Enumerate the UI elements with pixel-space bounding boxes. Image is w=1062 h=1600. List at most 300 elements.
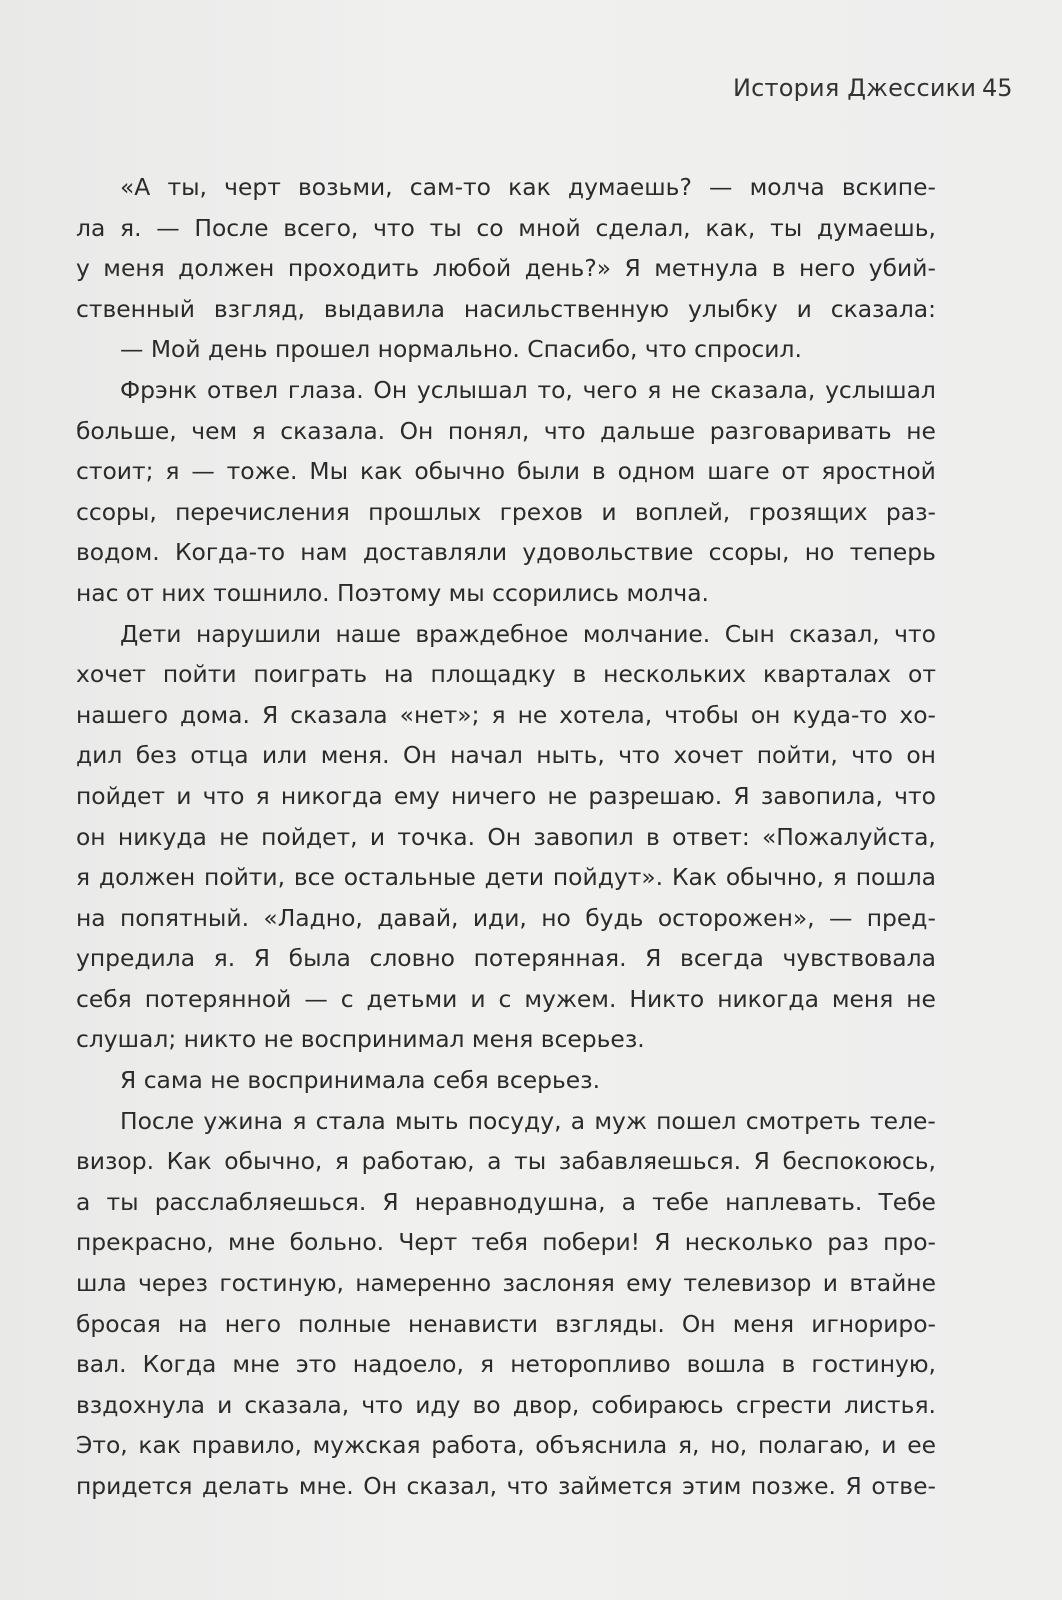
word: Я [624,254,641,283]
word: не [906,416,936,445]
word: он [906,741,936,770]
word: я [292,1106,307,1135]
word: думаешь, [816,213,936,242]
text-line [76,1385,936,1426]
text-line [76,1182,936,1223]
word: но [541,903,571,932]
word: думаешь? [567,173,692,201]
word: раз [827,1228,869,1257]
word: что [506,1472,549,1500]
word: в [645,822,660,851]
word: позже. [750,1472,836,1500]
word: ты, [167,173,207,201]
word: вал. [76,1350,127,1379]
word: я [491,700,506,729]
word: черт [224,173,281,201]
word: я [251,416,266,445]
word: молчание. [582,619,711,648]
word: дил [76,741,123,770]
word: сгрести [735,1390,832,1419]
word: что [361,1390,404,1419]
word: придется [76,1472,193,1500]
word: про- [883,1228,936,1257]
word: что [618,741,660,770]
word: воплей, [634,497,731,526]
word: в [771,254,786,283]
word: После [120,1106,195,1135]
word: пошла [855,863,936,892]
word: а [76,1187,91,1216]
text-line [76,370,936,411]
word: беспокоюсь, [782,1147,936,1176]
word: были [516,457,580,486]
word: начал [450,741,523,770]
word: — [304,984,328,1013]
word: что [894,781,936,810]
word: Тебе [878,1187,936,1216]
word: ему [393,781,440,810]
word: или [261,741,308,770]
word: насильственную [463,294,670,323]
word: делать [202,1472,290,1500]
word: двор, [512,1390,580,1419]
word: пойдут». [552,863,664,892]
word: со [476,213,504,242]
word: гостиную, [811,1350,936,1379]
word: я [255,781,270,810]
word: игнориро- [811,1309,936,1338]
text-line [76,898,936,939]
text-line [76,1304,936,1345]
word: все [293,863,335,892]
word: тебя [471,1228,528,1257]
text-line [76,695,936,736]
text-line [76,654,936,695]
word: нарушили [195,619,322,648]
word: выдавила [323,294,445,323]
word: взгляды. [555,1309,665,1338]
word: а [487,1147,502,1176]
word: пойдет, [261,822,358,851]
word: Я [733,781,750,810]
word: наше [335,619,401,648]
text-line [76,938,936,979]
word: у [76,254,90,283]
word: После [194,213,269,242]
word: иду [415,1390,461,1419]
word: глаза. [287,375,364,404]
word: расслабляешься. [154,1187,367,1216]
word: кварталах [762,660,892,689]
word: работа, [431,1431,525,1460]
word: Никто [629,984,705,1013]
word: сказал, [789,619,880,648]
word: нескольких [603,660,747,689]
word: ссоры, [76,497,157,526]
word: Как [166,1147,212,1176]
word: что [202,781,245,810]
word: любой [432,254,512,283]
text-line [76,1101,936,1142]
word: удовольствие [522,538,694,567]
word: водом. [76,538,160,567]
word: возьми, [298,173,393,201]
word: одном [617,457,696,486]
word: Я [382,1187,399,1216]
word: в [572,660,587,689]
text-line-content: — Мой день прошел нормально. Спасибо, что спросил. [120,335,802,364]
word: ему [626,1269,673,1298]
word: всегда [680,944,764,973]
word: Я [753,1147,770,1176]
word: работаю, [361,1147,475,1176]
word: доставляли [362,538,508,567]
word: дальше [600,416,696,445]
running-title: История Джессики [733,74,977,102]
text-line [76,1466,936,1507]
word: чем [191,416,238,445]
word: и [881,1431,897,1460]
word: меня. [320,741,390,770]
word: тоже. [226,457,298,486]
word: «Ладно, [263,903,363,932]
word: меня [103,254,165,283]
word: смотреть [745,1106,861,1135]
text-line [76,1222,936,1263]
word: ненависти [408,1309,539,1338]
word: Как [671,863,718,892]
word: дома. [180,700,250,729]
word: собираюсь [591,1390,724,1419]
word: и [601,497,617,526]
word: дети [484,863,545,892]
word: всего, [283,213,359,242]
word: стоит; [76,457,154,486]
word: перечисления [175,497,350,526]
word: Он [681,1309,716,1338]
word: втайне [849,1269,936,1298]
word: хочет [673,741,744,770]
word: я [76,863,91,892]
word: сам-то [409,173,491,201]
word: как [508,173,551,201]
word: сделал, [595,213,691,242]
word: сказала, [244,1390,350,1419]
word: гостиную, [219,1269,344,1298]
word: и [217,1390,233,1419]
word: остальные [343,863,476,892]
word: раз- [885,497,936,526]
word: Фрэнк [120,375,198,404]
word: ственный [76,294,195,323]
word: него [799,254,856,283]
text-line [76,532,936,573]
word: листья. [844,1390,936,1419]
word: метнула [654,254,759,283]
word: услышал [825,375,936,404]
word: Он [487,822,522,851]
text-line [76,1344,936,1385]
word: обычно, [725,863,824,892]
word: потерянная. [473,944,627,973]
word: неравнодушна, [414,1187,606,1216]
word: отвел [207,375,279,404]
word: обычно, [224,1147,323,1176]
word: наплевать. [725,1187,863,1216]
word: ты [106,1187,139,1216]
word: вскипе- [841,173,936,201]
word: должен [178,254,275,283]
word: Это, [76,1431,128,1460]
word: сказала [290,700,388,729]
word: площадку [430,660,556,689]
word: Когда [142,1350,217,1379]
text-line [76,167,936,208]
word: сказала. [280,416,386,445]
word: тебе [652,1187,709,1216]
word: но, [710,1431,748,1460]
word: Я [645,944,662,973]
word: мне [227,1228,276,1257]
word: — [829,903,853,932]
word: ты [770,213,803,242]
word: больно. [289,1228,385,1257]
word: Когда-то [174,538,286,567]
text-line [76,451,936,492]
word: услышал [416,375,528,404]
word: отве- [871,1472,936,1500]
word: с [340,984,354,1013]
word: больше, [76,416,177,445]
word: завопила, [760,781,883,810]
word: мне. [298,1472,354,1500]
word: молча [749,173,825,201]
word: без [135,741,177,770]
word: от [781,457,810,486]
word: с [498,984,512,1013]
word: что [851,741,893,770]
word: Он [363,1472,397,1500]
word: теле- [870,1106,936,1135]
word: Я [261,700,279,729]
word: хочет [76,660,146,689]
word: хо- [899,700,936,729]
word: завопил [533,822,634,851]
text-line [76,329,936,370]
word: и [369,822,386,851]
word: давай, [377,903,459,932]
word: осторожен», [657,903,815,932]
word: полные [298,1309,391,1338]
word: несколько [684,1228,813,1257]
word: муж [594,1106,647,1135]
word: разрешаю. [588,781,723,810]
text-line [76,1425,936,1466]
word: что [543,416,586,445]
text-line [76,573,936,614]
word: я [334,1147,349,1176]
word: что [373,213,415,242]
word: ответ: [672,822,750,851]
word: как, [705,213,756,242]
word: поиграть [253,660,368,689]
word: телевизор [683,1269,812,1298]
word: меня [831,984,894,1013]
word: посуду, [467,1106,562,1135]
word: Я [253,944,271,973]
word: я [647,375,662,404]
text-line [76,979,936,1020]
word: отца [190,741,249,770]
word: иди, [472,903,527,932]
word: будь [585,903,644,932]
word: вошла [686,1350,766,1379]
word: грехов [499,497,584,526]
word: хотела, [559,700,653,729]
word: Он [402,741,437,770]
word: себя [76,984,132,1013]
word: пошел [656,1106,737,1135]
text-line [76,614,936,655]
word: бросая [76,1309,161,1338]
word: и [176,781,192,810]
text-line [76,248,936,289]
page-header [700,74,1020,108]
word: грозящих [748,497,868,526]
word: как [138,1431,182,1460]
word: этим [682,1472,742,1500]
text-line [76,857,936,898]
word: пойти, [756,741,838,770]
word: от [908,660,936,689]
text-line-content: нас от них тошнило. Поэтому мы ссорились молча. [76,578,709,607]
word: попятный. [120,903,250,932]
word: я. [120,213,142,242]
word: и [822,1269,838,1298]
word: я [832,863,847,892]
word: него [224,1309,282,1338]
word: вздохнула [76,1390,205,1419]
word: побери! [542,1228,641,1257]
word: ее [907,1431,936,1460]
text-line [76,289,936,330]
word: куда-то [792,700,888,729]
page-number: 45 [982,74,1013,102]
word: прошлых [368,497,482,526]
text-line [76,411,936,452]
word: шаге [707,457,770,486]
word: должен [98,863,196,892]
word: и [470,984,486,1013]
word: «А [120,173,151,201]
word: убий- [868,254,936,283]
word: чего [582,375,638,404]
word: а [570,1106,586,1135]
word: теперь [849,538,936,567]
word: потерянной [144,984,292,1013]
word: не [219,822,249,851]
word: пойти [162,660,237,689]
word: враждебное [415,619,569,648]
word: полагаю, [757,1431,871,1460]
body-text [76,167,936,1507]
text-line [76,776,936,817]
word: через [138,1269,208,1298]
word: но [804,538,835,567]
word: пойти, [203,863,286,892]
word: я. [213,944,236,973]
word: пред- [866,903,936,932]
word: Мы [309,457,349,486]
word: ты [514,1147,547,1176]
text-line-content: слушал; никто не воспринимал меня всерьез. [76,1025,645,1054]
word: намеренно [355,1269,492,1298]
text-line [76,1019,936,1060]
text-line [76,1141,936,1182]
word: ничего [450,781,537,810]
word: то, [537,375,573,404]
word: меня [732,1309,795,1338]
word: не [671,375,701,404]
word: Дети [120,619,182,648]
word: «нет»; [399,700,480,729]
word: а [621,1187,636,1216]
word: правило, [191,1431,302,1460]
word: никогда [280,781,383,810]
word: Сын [724,619,775,648]
word: «Пожалуйста, [762,822,936,851]
word: Он [373,375,408,404]
word: это [295,1350,337,1379]
text-line [76,735,936,776]
word: не [906,984,936,1013]
word: детьми [366,984,458,1013]
word: — [191,457,215,486]
word: заслоняя [502,1269,615,1298]
word: во [472,1390,501,1419]
word: ссоры, [708,538,790,567]
word: взгляд, [213,294,305,323]
word: я [480,1350,495,1379]
text-line [76,208,936,249]
word: Я [845,1472,862,1500]
word: словно [369,944,455,973]
word: визор. [76,1147,155,1176]
word: — [709,173,733,201]
word: мной [518,213,581,242]
word: день?» [524,254,612,283]
word: проходить [287,254,420,283]
word: объяснила [535,1431,668,1460]
word: ныть, [536,741,605,770]
word: ты [429,213,462,242]
word: ла [76,213,106,242]
word: упредила [76,944,196,973]
word: неторопливо [510,1350,671,1379]
word: разговаривать [709,416,892,445]
word: точка. [397,822,476,851]
word: мне [232,1350,280,1379]
word: на [384,660,414,689]
word: мыть [394,1106,459,1135]
word: сказала: [830,294,936,323]
word: забавляешься. [558,1147,742,1176]
word: не [517,700,548,729]
word: что [894,619,936,648]
word: он [750,700,781,729]
word: на [76,903,106,932]
word: займется [557,1472,673,1500]
